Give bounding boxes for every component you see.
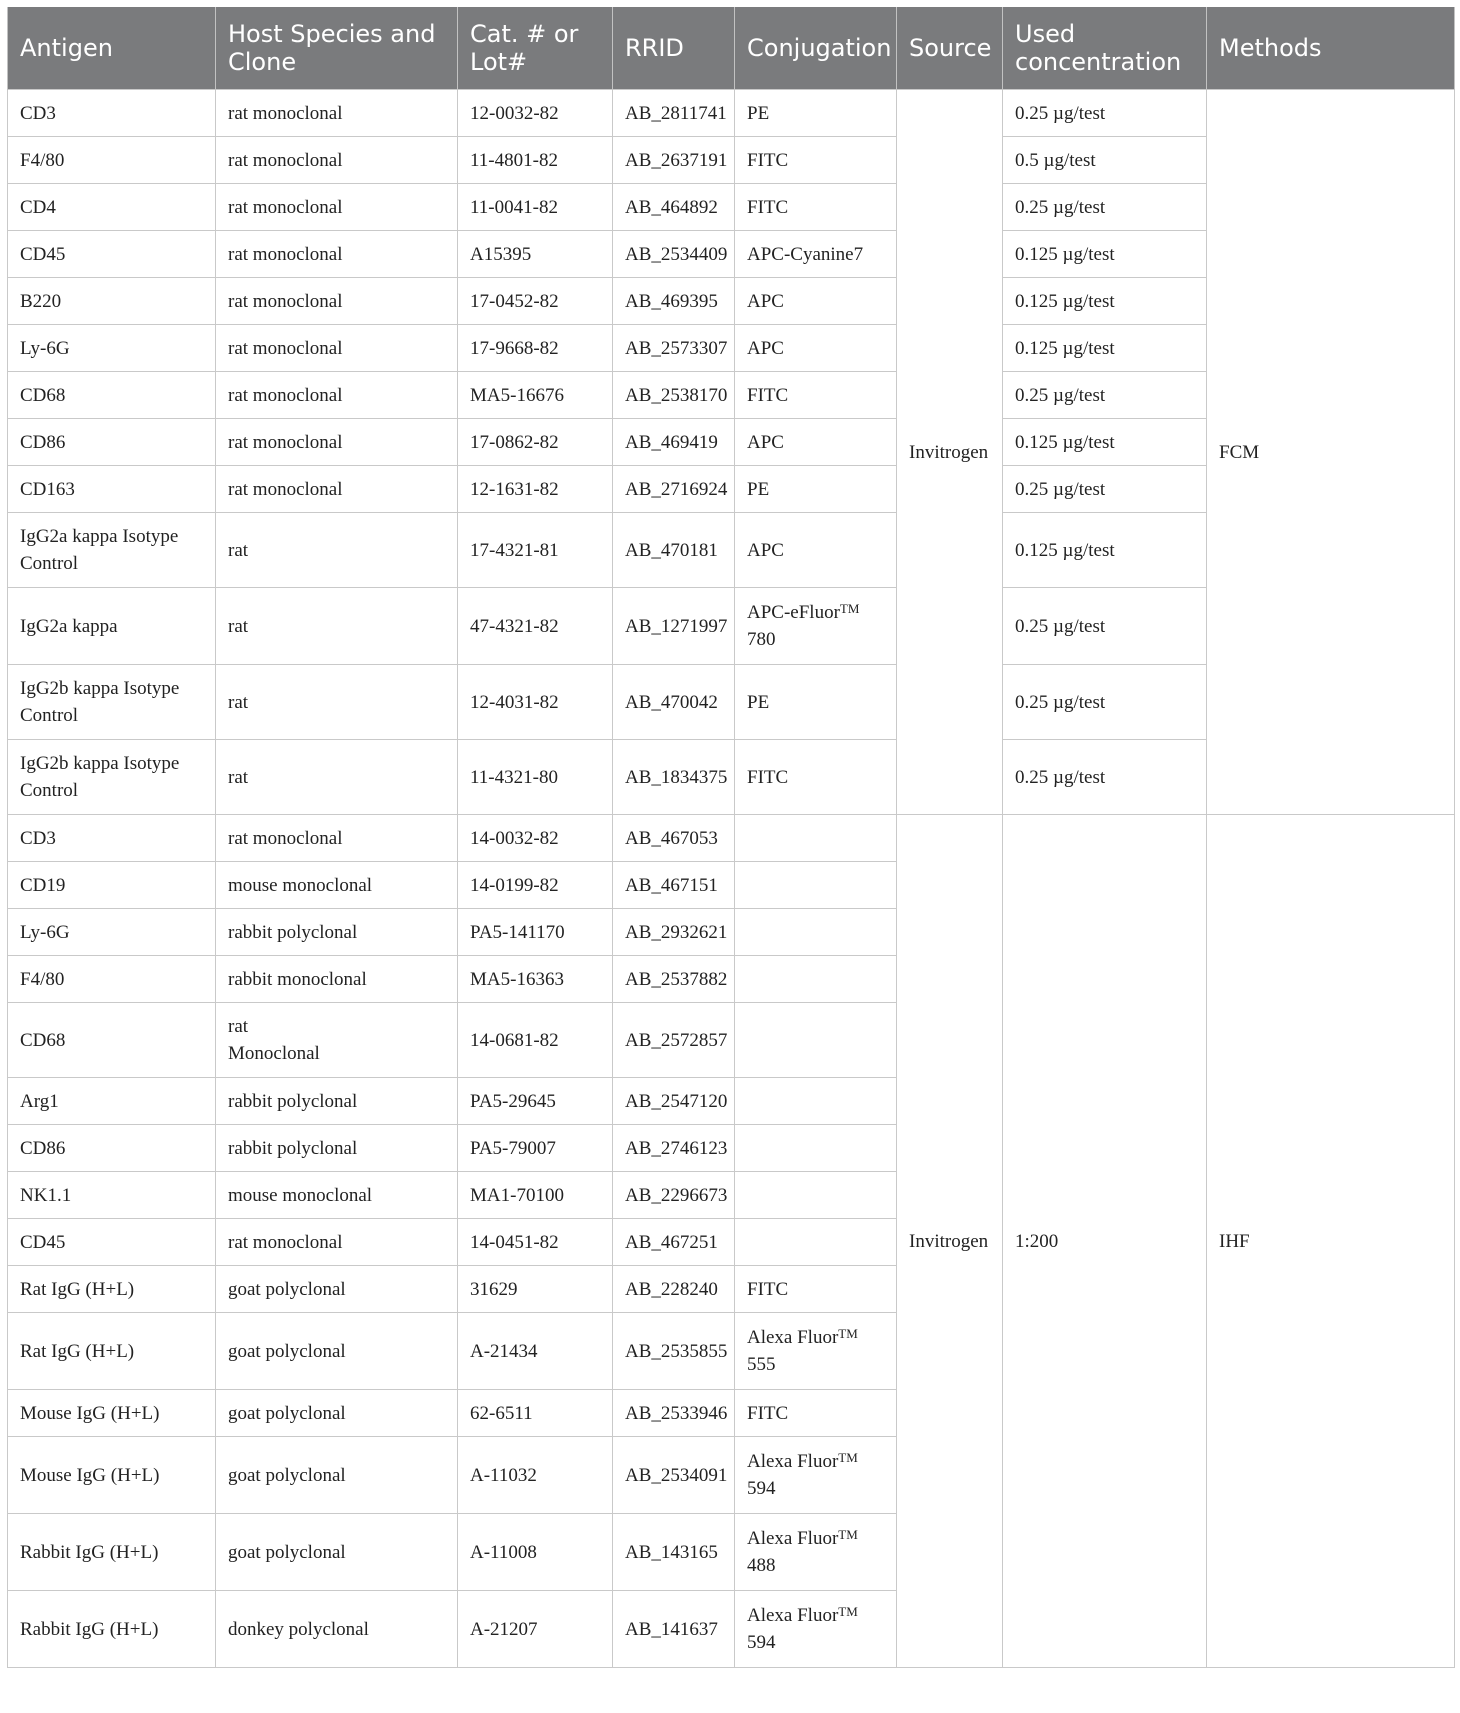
header-used-concentration: Used concentration: [1003, 7, 1207, 90]
cell-rrid: AB_469395: [613, 278, 735, 325]
cell-cat-number: 17-4321-81: [458, 513, 613, 588]
cell-conjugation: [735, 909, 897, 956]
cell-cat-number: 11-4801-82: [458, 137, 613, 184]
cell-host-species: rat monoclonal: [216, 137, 458, 184]
conjugation-suffix: 594: [747, 1632, 776, 1653]
cell-rrid: AB_2535855: [613, 1313, 735, 1390]
cell-rrid: AB_2534409: [613, 231, 735, 278]
cell-rrid: AB_470181: [613, 513, 735, 588]
cell-rrid: AB_464892: [613, 184, 735, 231]
conjugation-suffix: 488: [747, 1555, 776, 1576]
cell-cat-number: MA5-16676: [458, 372, 613, 419]
cell-concentration: 0.125 µg/test: [1003, 231, 1207, 278]
cell-antigen: F4/80: [8, 137, 216, 184]
cell-rrid: AB_2746123: [613, 1125, 735, 1172]
cell-host-species: rat monoclonal: [216, 1219, 458, 1266]
cell-antigen: CD86: [8, 419, 216, 466]
cell-conjugation: [735, 1437, 897, 1514]
cell-host-species: rat monoclonal: [216, 372, 458, 419]
header-cat-number: Cat. # or Lot#: [458, 7, 613, 90]
cell-conjugation: [735, 1078, 897, 1125]
cell-host-species: goat polyclonal: [216, 1266, 458, 1313]
cell-conjugation: [735, 1172, 897, 1219]
cell-conjugation: [735, 1003, 897, 1078]
cell-rrid: AB_141637: [613, 1591, 735, 1668]
cell-concentration: 0.25 µg/test: [1003, 466, 1207, 513]
cell-concentration: 0.25 µg/test: [1003, 588, 1207, 665]
cell-rrid: AB_2538170: [613, 372, 735, 419]
cell-source-ihf: Invitrogen: [897, 815, 1003, 1668]
cell-cat-number: A-21207: [458, 1591, 613, 1668]
cell-cat-number: 14-0199-82: [458, 862, 613, 909]
cell-conjugation: APC-Cyanine7: [735, 231, 897, 278]
cell-cat-number: 12-0032-82: [458, 90, 613, 137]
table-row: [8, 90, 1455, 137]
cell-rrid: AB_467151: [613, 862, 735, 909]
cell-antigen: IgG2a kappa: [8, 588, 216, 665]
cell-host-species: rabbit monoclonal: [216, 956, 458, 1003]
header-host-species: Host Species and Clone: [216, 7, 458, 90]
cell-antigen: CD3: [8, 815, 216, 862]
antibody-table: [7, 7, 1455, 1668]
cell-conjugation: [735, 1219, 897, 1266]
cell-conjugation: FITC: [735, 1390, 897, 1437]
cell-concentration: 0.125 µg/test: [1003, 513, 1207, 588]
cell-antigen: Rat IgG (H+L): [8, 1313, 216, 1390]
cell-concentration: 0.25 µg/test: [1003, 740, 1207, 815]
trademark-mark: TM: [838, 1604, 858, 1619]
header-source: Source: [897, 7, 1003, 90]
cell-host-species: goat polyclonal: [216, 1437, 458, 1514]
cell-conjugation: [735, 1313, 897, 1390]
cell-conjugation: FITC: [735, 740, 897, 815]
cell-cat-number: 17-0452-82: [458, 278, 613, 325]
cell-rrid: AB_469419: [613, 419, 735, 466]
cell-host-species: rat monoclonal: [216, 278, 458, 325]
cell-cat-number: 14-0451-82: [458, 1219, 613, 1266]
header-methods: Methods: [1207, 7, 1455, 90]
cell-concentration: 0.25 µg/test: [1003, 372, 1207, 419]
cell-antigen: CD45: [8, 1219, 216, 1266]
cell-cat-number: PA5-79007: [458, 1125, 613, 1172]
cell-source-fcm: Invitrogen: [897, 90, 1003, 815]
cell-rrid: AB_2637191: [613, 137, 735, 184]
cell-cat-number: PA5-29645: [458, 1078, 613, 1125]
cell-antigen: F4/80: [8, 956, 216, 1003]
conjugation-suffix: 555: [747, 1354, 776, 1375]
cell-cat-number: 31629: [458, 1266, 613, 1313]
cell-antigen: IgG2b kappa Isotype Control: [8, 740, 216, 815]
cell-conjugation: [735, 1514, 897, 1591]
cell-concentration: 0.25 µg/test: [1003, 184, 1207, 231]
cell-conjugation: PE: [735, 665, 897, 740]
cell-antigen: Rat IgG (H+L): [8, 1266, 216, 1313]
conjugation-name: APC-eFluor: [747, 602, 840, 623]
cell-rrid: AB_2811741: [613, 90, 735, 137]
cell-rrid: AB_2547120: [613, 1078, 735, 1125]
cell-host-species: goat polyclonal: [216, 1514, 458, 1591]
cell-rrid: AB_2573307: [613, 325, 735, 372]
cell-rrid: AB_228240: [613, 1266, 735, 1313]
trademark-mark: TM: [838, 1450, 858, 1465]
table-row: [8, 815, 1455, 862]
cell-conjugation: PE: [735, 466, 897, 513]
cell-host-species: rat monoclonal: [216, 419, 458, 466]
conjugation-suffix: 594: [747, 1478, 776, 1499]
cell-conjugation: APC: [735, 419, 897, 466]
cell-host-species: rabbit polyclonal: [216, 909, 458, 956]
cell-conjugation: PE: [735, 90, 897, 137]
cell-conjugation: FITC: [735, 137, 897, 184]
cell-conjugation: APC: [735, 513, 897, 588]
cell-host-species: rat monoclonal: [216, 325, 458, 372]
cell-rrid: AB_2533946: [613, 1390, 735, 1437]
conjugation-name: Alexa Fluor: [747, 1451, 839, 1472]
cell-cat-number: 12-4031-82: [458, 665, 613, 740]
cell-host-species: goat polyclonal: [216, 1313, 458, 1390]
cell-rrid: AB_2716924: [613, 466, 735, 513]
cell-host-species: rat: [216, 513, 458, 588]
conjugation-name: Alexa Fluor: [747, 1528, 839, 1549]
cell-concentration: 0.125 µg/test: [1003, 419, 1207, 466]
cell-concentration: 0.25 µg/test: [1003, 90, 1207, 137]
cell-rrid: AB_470042: [613, 665, 735, 740]
cell-antigen: CD4: [8, 184, 216, 231]
cell-antigen: NK1.1: [8, 1172, 216, 1219]
cell-method-fcm: FCM: [1207, 90, 1455, 815]
cell-antigen: IgG2a kappa Isotype Control: [8, 513, 216, 588]
cell-cat-number: A-11008: [458, 1514, 613, 1591]
trademark-mark: TM: [838, 1527, 858, 1542]
cell-conjugation: APC: [735, 278, 897, 325]
cell-antigen: CD86: [8, 1125, 216, 1172]
cell-concentration: 0.125 µg/test: [1003, 325, 1207, 372]
cell-antigen: CD163: [8, 466, 216, 513]
cell-antigen: Mouse IgG (H+L): [8, 1437, 216, 1514]
cell-cat-number: 11-0041-82: [458, 184, 613, 231]
cell-rrid: AB_1834375: [613, 740, 735, 815]
cell-host-species: rat monoclonal: [216, 184, 458, 231]
cell-antigen: CD68: [8, 372, 216, 419]
cell-host-species: rat monoclonal: [216, 466, 458, 513]
cell-antigen: Ly-6G: [8, 325, 216, 372]
cell-conjugation: [735, 1125, 897, 1172]
table-body: [8, 90, 1455, 1668]
cell-concentration: 0.5 µg/test: [1003, 137, 1207, 184]
cell-cat-number: 47-4321-82: [458, 588, 613, 665]
cell-conjugation: FITC: [735, 184, 897, 231]
cell-cat-number: MA1-70100: [458, 1172, 613, 1219]
cell-rrid: AB_2537882: [613, 956, 735, 1003]
trademark-mark: TM: [839, 601, 860, 616]
cell-conjugation: [735, 956, 897, 1003]
cell-rrid: AB_2296673: [613, 1172, 735, 1219]
cell-host-species: mouse monoclonal: [216, 1172, 458, 1219]
cell-host-species: rat: [216, 665, 458, 740]
cell-rrid: AB_1271997: [613, 588, 735, 665]
cell-rrid: AB_467053: [613, 815, 735, 862]
cell-cat-number: 14-0032-82: [458, 815, 613, 862]
cell-antigen: CD3: [8, 90, 216, 137]
cell-cat-number: 17-0862-82: [458, 419, 613, 466]
cell-host-species: donkey polyclonal: [216, 1591, 458, 1668]
header-rrid: RRID: [613, 7, 735, 90]
cell-concentration: 0.125 µg/test: [1003, 278, 1207, 325]
cell-conjugation: [735, 588, 897, 665]
header-conjugation: Conjugation: [735, 7, 897, 90]
cell-method-ihf: IHF: [1207, 815, 1455, 1668]
cell-host-species: rat: [216, 740, 458, 815]
cell-conjugation: FITC: [735, 372, 897, 419]
header-row: [8, 7, 1455, 90]
cell-conjugation: [735, 1591, 897, 1668]
cell-host-species: rat monoclonal: [216, 90, 458, 137]
cell-antigen: Mouse IgG (H+L): [8, 1390, 216, 1437]
cell-cat-number: 11-4321-80: [458, 740, 613, 815]
cell-antigen: Rabbit IgG (H+L): [8, 1514, 216, 1591]
trademark-mark: TM: [838, 1326, 858, 1341]
cell-cat-number: PA5-141170: [458, 909, 613, 956]
cell-conjugation: [735, 815, 897, 862]
conjugation-name: Alexa Fluor: [747, 1605, 839, 1626]
header-antigen: Antigen: [8, 7, 216, 90]
cell-antigen: IgG2b kappa Isotype Control: [8, 665, 216, 740]
cell-host-species: goat polyclonal: [216, 1390, 458, 1437]
cell-cat-number: 62-6511: [458, 1390, 613, 1437]
cell-antigen: CD45: [8, 231, 216, 278]
cell-rrid: AB_467251: [613, 1219, 735, 1266]
cell-conjugation: FITC: [735, 1266, 897, 1313]
cell-host-species: rabbit polyclonal: [216, 1125, 458, 1172]
cell-concentration-ihf: 1:200: [1003, 815, 1207, 1668]
cell-host-species: rat Monoclonal: [216, 1003, 458, 1078]
cell-cat-number: 12-1631-82: [458, 466, 613, 513]
cell-rrid: AB_2572857: [613, 1003, 735, 1078]
cell-host-species: rat monoclonal: [216, 815, 458, 862]
cell-rrid: AB_2932621: [613, 909, 735, 956]
cell-host-species: mouse monoclonal: [216, 862, 458, 909]
cell-cat-number: 14-0681-82: [458, 1003, 613, 1078]
cell-conjugation: APC: [735, 325, 897, 372]
cell-antigen: B220: [8, 278, 216, 325]
cell-antigen: Rabbit IgG (H+L): [8, 1591, 216, 1668]
cell-cat-number: 17-9668-82: [458, 325, 613, 372]
cell-rrid: AB_143165: [613, 1514, 735, 1591]
cell-antigen: Arg1: [8, 1078, 216, 1125]
cell-host-species: rabbit polyclonal: [216, 1078, 458, 1125]
cell-rrid: AB_2534091: [613, 1437, 735, 1514]
cell-antigen: Ly-6G: [8, 909, 216, 956]
cell-host-species: rat monoclonal: [216, 231, 458, 278]
conjugation-name: Alexa Fluor: [747, 1327, 839, 1348]
cell-antigen: CD19: [8, 862, 216, 909]
cell-cat-number: A-21434: [458, 1313, 613, 1390]
cell-antigen: CD68: [8, 1003, 216, 1078]
cell-conjugation: [735, 862, 897, 909]
cell-host-species: rat: [216, 588, 458, 665]
cell-cat-number: A-11032: [458, 1437, 613, 1514]
cell-cat-number: A15395: [458, 231, 613, 278]
cell-cat-number: MA5-16363: [458, 956, 613, 1003]
conjugation-suffix: 780: [747, 629, 776, 650]
cell-concentration: 0.25 µg/test: [1003, 665, 1207, 740]
